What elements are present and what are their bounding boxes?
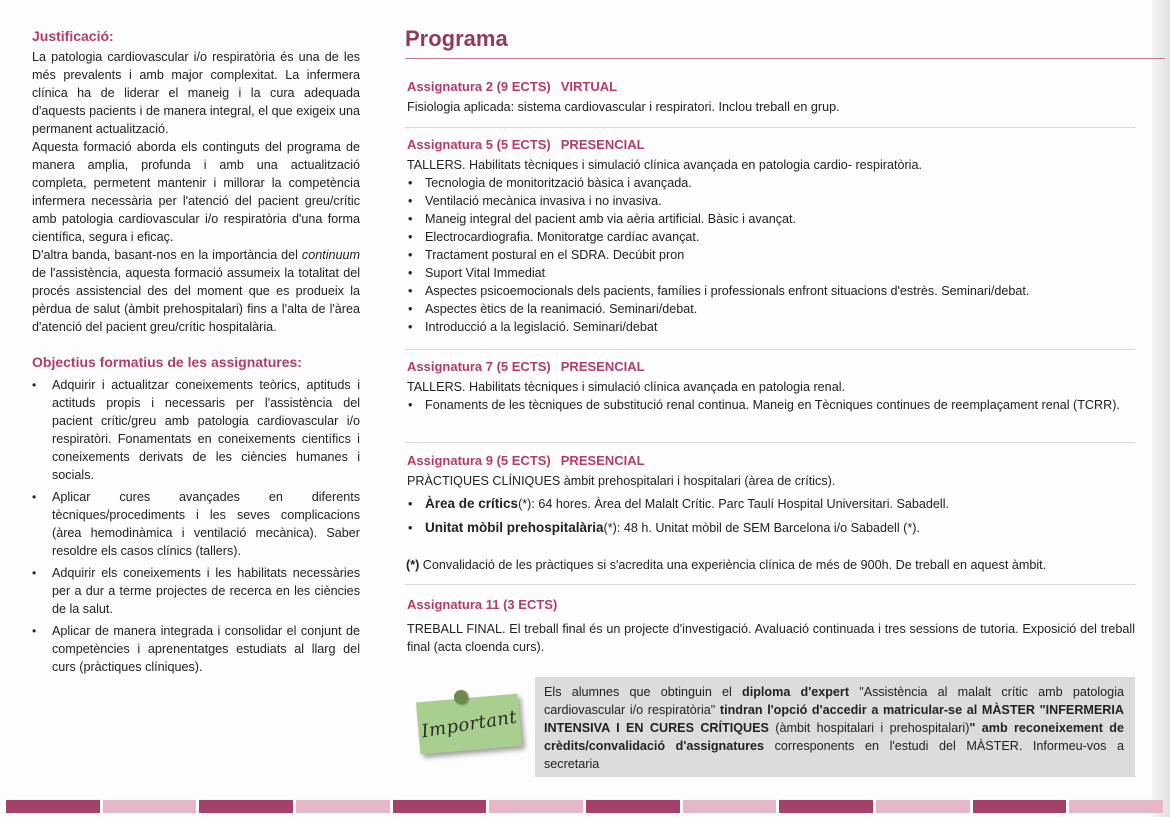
continuum-post: de l'assistència, aquesta formació assumeix la totalitat del procés assistencial des del moment que es produeix la pèrdua de salut (àmbit prehospitalari) fins a l'alta de l'àrea d'atenció del pacient greu/crític hospitalària. [32, 266, 360, 334]
subject-mode: PRESENCIAL [560, 453, 645, 468]
objectives-list [32, 376, 360, 676]
subject-description: TALLERS. Habilitats tècniques i simulació clínica avançada en patologia cardio- respiratòria. [407, 158, 922, 172]
bar-segment [779, 800, 873, 813]
justification-title: Justificació: [32, 28, 114, 44]
notice-text: corresponents en l'estudi del MÀSTER. Informeu-vos a secretaria [544, 739, 1124, 771]
objective-item: • Adquirir els coneixements i les habilitats necessàries per a dur a terme projectes de recerca en les ciències de la salut. [32, 564, 360, 618]
subject-heading [407, 453, 1135, 468]
bar-segment [199, 800, 293, 813]
list-item: • Aspectes psicoemocionals dels pacients, famílies i professionals enfront situacions d'estrès. Seminari/debat. [405, 282, 1135, 300]
list-item: • Introducció a la legislació. Seminari/debat [405, 318, 1135, 336]
subject-name: Assignatura 5 (5 ECTS) [407, 137, 551, 152]
list-item: • Tractament postural en el SDRA. Decúbit pron [405, 246, 1135, 264]
subject-9 [405, 453, 1135, 537]
list-item: • Fonaments de les tècniques de substitució renal continua. Maneig en Tècniques continues de reemplaçament renal (TCRR). [405, 396, 1135, 414]
list-item: • Suport Vital Immediat [405, 264, 1135, 282]
subject-5 [405, 137, 1135, 336]
program-title-rule [405, 58, 1165, 59]
bar-segment [973, 800, 1067, 813]
notice-text: Els alumnes que obtinguin el [544, 685, 743, 699]
practice-label: Unitat mòbil prehospitalària [425, 520, 604, 535]
notice-bold: diploma d'expert [742, 685, 850, 699]
bar-segment [103, 800, 197, 813]
pushpin-icon [454, 690, 468, 704]
bar-segment [489, 800, 583, 813]
notice-bold: tindran l'opció d'accedir a matricular-se al MÀSTER "INFERMERIA INTENSIVA I EN CURES CRÍTIQUES [544, 703, 1124, 735]
bar-segment [296, 800, 390, 813]
practice-mark: (*): [603, 521, 621, 535]
subject-description: PRÀCTIQUES CLÍNIQUES àmbit prehospitalari i hospitalari (àrea de crítics). [407, 474, 836, 488]
subject-heading [407, 137, 1135, 152]
subject-mode: PRESENCIAL [560, 137, 645, 152]
subject-mode: PRESENCIAL [560, 359, 645, 374]
practice-mark: (*): [518, 497, 535, 511]
bottom-decorative-bar [6, 800, 1166, 813]
subject-description: Fisiologia aplicada: sistema cardiovascular i respiratori. Inclou treball en grup. [407, 100, 840, 114]
subject-2 [405, 79, 1135, 116]
notice-bold: " amb reconeixement de crèdits/convalidació d'assignatures [544, 721, 1124, 753]
notice-text: "Assistència al malalt crític amb patologia cardiovascular i/o respiratòria" [544, 685, 1124, 717]
subject-11 [405, 597, 1135, 656]
objectives-title: Objectius formatius de les assignatures: [32, 354, 302, 370]
practices-note [406, 556, 1046, 574]
subject-name: Assignatura 2 (9 ECTS) [407, 79, 551, 94]
justification-paragraph-1: La patologia cardiovascular i/o respiratòria és una de les més prevalents i amb major complexitat. La infermera clínica ha de liderar el maneig i la cura adequada d'aquests pacients i de manera integral, el que exigeix una permanent actualització. [32, 50, 360, 136]
justification-paragraph-2: Aquesta formació aborda els continguts del programa de manera amplia, profunda i amb una actualització completa, permetent mantenir i millorar la competència infermera necessària per l'atenció del pacient greu/crític amb patologia cardiovascular i/o respiratòria d'una forma científica, segura i eficaç. [32, 140, 360, 244]
subject-description: TALLERS. Habilitats tècniques i simulació clínica avançada en patologia renal. [407, 380, 845, 394]
list-item: • Electrocardiografia. Monitoratge cardíac avançat. [405, 228, 1135, 246]
subject-name: Assignatura 9 (5 ECTS) [407, 453, 551, 468]
bar-segment [683, 800, 777, 813]
practice-text: 64 hores. Àrea del Malalt Crític. Parc Taulí Hospital Universitari. Sabadell. [534, 497, 950, 511]
important-notice-text [544, 683, 1124, 773]
objective-item: • Aplicar cures avançades en diferents tècniques/procediments i les seves complicacions (àrea hemodinàmica i ventilació mecànica). Saber resoldre els casos clínics (tallers). [32, 488, 360, 560]
practice-item [405, 519, 1135, 537]
bar-segment [6, 800, 100, 813]
divider [405, 127, 1135, 128]
subject-items [405, 396, 1135, 414]
objective-item: • Aplicar de manera integrada i consolidar el conjunt de competències i aprenentatges estudiats al llarg del curs (pràctiques clíniques). [32, 622, 360, 676]
note-mark: (*) [406, 558, 420, 572]
list-item: • Ventilació mecànica invasiva i no invasiva. [405, 192, 1135, 210]
subject-heading [407, 79, 1135, 94]
subject-items [405, 174, 1135, 336]
list-item: • Tecnologia de monitorització bàsica i avançada. [405, 174, 1135, 192]
subject-7 [405, 359, 1135, 414]
program-title: Programa [405, 26, 508, 51]
left-column [32, 28, 360, 680]
note-text: Convalidació de les pràctiques si s'acredita una experiència clínica de més de 900h. De treball en aquest àmbit. [419, 558, 1047, 572]
divider [405, 442, 1135, 443]
subject-heading [407, 597, 1135, 612]
continuum-word: continuum [301, 248, 360, 262]
objective-item: • Adquirir i actualitzar coneixements teòrics, aptituds i actituds propis i necessaris per l'assistència del pacient crític/greu amb patologia cardiovascular i/o respiratòri. Fonamentats en coneixements científics i coneixements derivats de les ciències humanes i socials. [32, 376, 360, 484]
bar-segment [393, 800, 487, 813]
sticky-note-label: Important [419, 706, 519, 742]
program-header [405, 26, 1140, 52]
list-item: • Maneig integral del pacient amb via aèria artificial. Bàsic i avançat. [405, 210, 1135, 228]
practice-item [405, 495, 1135, 513]
subject-description: TREBALL FINAL. El treball final és un projecte d'investigació. Avaluació continuada i tres sessions de tutoria. Exposició del treball final (acta cloenda curs). [407, 622, 1135, 654]
subject-heading [407, 359, 1135, 374]
justification-paragraph-3 [32, 246, 360, 336]
bar-segment [586, 800, 680, 813]
divider [405, 349, 1135, 350]
divider [405, 584, 1135, 585]
continuum-pre: D'altra banda, basant-nos en la importància del [32, 248, 298, 262]
page-edge-shadow [1152, 0, 1170, 817]
list-item: • Aspectes ètics de la reanimació. Seminari/debat. [405, 300, 1135, 318]
practice-label: Àrea de crítics [425, 496, 519, 511]
bar-segment [1069, 800, 1163, 813]
subject-name: Assignatura 7 (5 ECTS) [407, 359, 551, 374]
practice-text: 48 h. Unitat mòbil de SEM Barcelona i/o Sabadell (*). [620, 521, 920, 535]
practices-list [405, 495, 1135, 537]
bar-segment [876, 800, 970, 813]
important-sticky-note [416, 694, 522, 755]
notice-text: (àmbit hospitalari i prehospitalari) [768, 721, 970, 735]
subject-name: Assignatura 11 (3 ECTS) [407, 597, 558, 612]
subject-mode: VIRTUAL [560, 79, 618, 94]
